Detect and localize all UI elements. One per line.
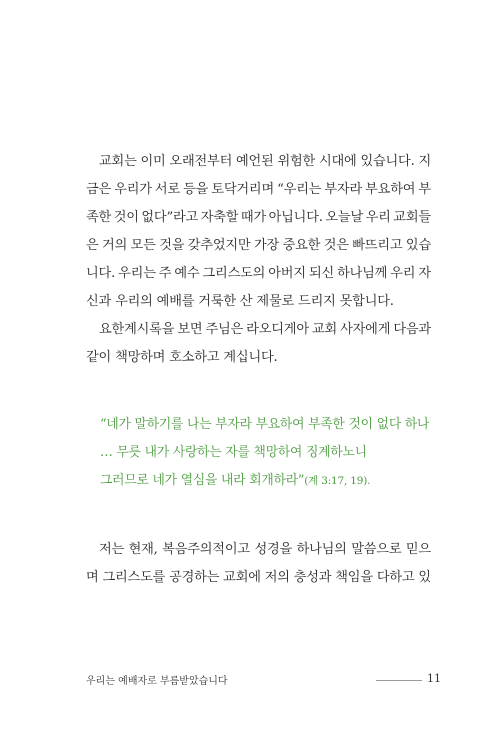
quote-line: … 무릇 내가 사랑하는 자를 책망하여 징계하노니 — [100, 445, 367, 460]
word: 은 — [86, 238, 99, 253]
word: 요한계시록을 — [99, 322, 175, 337]
text-line — [86, 564, 431, 592]
word: 사자에게 — [340, 322, 391, 337]
text-line — [86, 204, 431, 232]
word: 라오디게아 — [246, 322, 309, 337]
word: 공경하는 — [169, 570, 220, 585]
word: 것은 — [323, 238, 349, 253]
word: 시대에 — [318, 154, 357, 169]
word: 다음과 — [393, 322, 431, 337]
quote-line: “네가 말하기를 나는 부자라 부요하여 부족한 것이 없다 하나 — [100, 417, 430, 432]
word: 교회 — [311, 322, 338, 337]
word: 자 — [418, 266, 431, 281]
word: 지 — [418, 154, 431, 169]
quote-text: 그러므로 네가 열심을 내라 회개하라” — [100, 473, 305, 488]
word: 책임을 — [335, 570, 373, 585]
word: 복음주의적이고 — [162, 542, 250, 557]
word: 없다”라고 — [141, 210, 199, 225]
scripture-reference: (계 3:17, 19). — [304, 475, 371, 487]
word: 예언된 — [235, 154, 274, 169]
word: 부 — [418, 182, 431, 197]
word: 충성과 — [293, 570, 332, 585]
word: 보면 — [177, 322, 203, 337]
word: 교회들 — [393, 210, 431, 225]
text-line — [86, 148, 431, 176]
word: 하나님께 — [337, 266, 388, 281]
word: 말씀으로 — [351, 542, 402, 557]
word: 금은 — [86, 182, 112, 197]
text-line — [86, 232, 431, 260]
word: 우리가 — [114, 182, 152, 197]
word: 등을 — [183, 182, 209, 197]
word: 우리는 — [118, 266, 156, 281]
word: 것이 — [113, 210, 139, 225]
word: 족한 — [86, 210, 112, 225]
word: 주 — [158, 266, 172, 281]
word: 있습 — [405, 238, 431, 253]
word: 예수 — [174, 266, 200, 281]
quote-line — [100, 467, 435, 495]
word: 아버지 — [268, 266, 306, 281]
word: 이미 — [140, 154, 166, 169]
word: 저의 — [264, 570, 290, 585]
word: 그리스도를 — [102, 570, 166, 585]
paragraph-3 — [86, 536, 431, 592]
footer-divider — [376, 680, 422, 681]
word: 우리 — [390, 266, 416, 281]
word: 며 — [86, 570, 99, 585]
word: 우리 — [365, 210, 391, 225]
word: 교회는 — [99, 154, 137, 169]
word: 교회에 — [223, 570, 261, 585]
word: 오늘날 — [325, 210, 363, 225]
word: 가장 — [253, 238, 280, 253]
scripture-quote — [100, 411, 435, 495]
word: 때가 — [240, 210, 266, 225]
word: 위험한 — [277, 154, 316, 169]
word: 되신 — [308, 266, 335, 281]
word: 모든 — [130, 238, 156, 253]
page-footer — [86, 672, 441, 688]
word: “우리는 — [277, 182, 322, 197]
page-number: 11 — [427, 672, 441, 685]
text-line — [86, 176, 431, 204]
paragraph-1 — [86, 148, 431, 316]
word: 갖추었지만 — [187, 238, 251, 253]
word: 성경을 — [254, 542, 293, 557]
text-line — [86, 260, 431, 288]
word: 중요한 — [282, 238, 321, 253]
word: 현재, — [128, 542, 158, 557]
text-line — [86, 536, 431, 564]
word: 그리스도의 — [202, 266, 266, 281]
word: 다하고 — [376, 570, 415, 585]
running-title: 우리는 예배자로 부름받았습니다 — [86, 676, 228, 687]
word: 있습니다. — [360, 154, 415, 169]
word: 빠뜨리고 — [352, 238, 403, 253]
text-line — [86, 316, 431, 344]
word: 있 — [418, 570, 431, 585]
word: 저는 — [99, 542, 125, 557]
word: 아닙니다. — [268, 210, 323, 225]
word: 거의 — [102, 238, 128, 253]
word: 주님은 — [205, 322, 244, 337]
word: 자축할 — [200, 210, 239, 225]
paragraph-2 — [86, 316, 431, 372]
text-line: 신과 우리의 예배를 거룩한 산 제물로 드리지 못합니다. — [86, 294, 394, 309]
word: 오래전부터 — [169, 154, 233, 169]
word: 하나님의 — [296, 542, 347, 557]
text-line: 같이 책망하며 호소하고 계십니다. — [86, 350, 278, 365]
word: 부요하여 — [365, 182, 416, 197]
word: 믿으 — [405, 542, 431, 557]
word: 서로 — [154, 182, 180, 197]
word: 부자라 — [324, 182, 363, 197]
word: 토닥거리며 — [211, 182, 274, 197]
word: 것을 — [159, 238, 185, 253]
word: 니다. — [86, 266, 116, 281]
